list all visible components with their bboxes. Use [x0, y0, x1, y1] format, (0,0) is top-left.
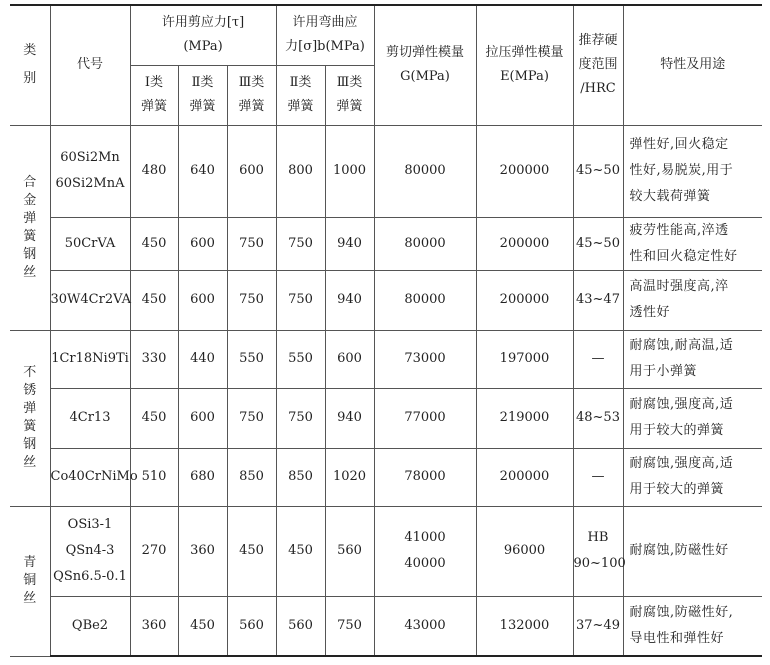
code-cell: QBe2 [50, 596, 130, 656]
hardness-cell: 43~47 [573, 270, 623, 330]
shear-class3-cell: 850 [227, 448, 276, 506]
bending-class2-cell: 750 [276, 270, 325, 330]
shear-class2-cell: 450 [178, 596, 227, 656]
properties-cell: 耐腐蚀,防磁性好, 导电性和弹性好 [623, 596, 762, 656]
bending-class2-cell: 550 [276, 330, 325, 388]
shear-class1-cell: 270 [130, 506, 178, 596]
shear-modulus-cell: 43000 [374, 596, 476, 656]
header-class2-spring: Ⅱ类 弹簧 [178, 65, 227, 125]
shear-class3-cell: 450 [227, 506, 276, 596]
shear-class2-cell: 360 [178, 506, 227, 596]
tensile-modulus-cell: 200000 [476, 125, 573, 217]
code-cell: 1Cr18Ni9Ti [50, 330, 130, 388]
shear-class1-cell: 360 [130, 596, 178, 656]
shear-class2-cell: 600 [178, 388, 227, 448]
shear-class1-cell: 450 [130, 217, 178, 270]
code-cell: 4Cr13 [50, 388, 130, 448]
spring-material-table [10, 4, 762, 657]
header-properties: 特性及用途 [623, 5, 762, 125]
table-row [10, 217, 762, 270]
table-row [10, 125, 762, 217]
properties-cell: 耐腐蚀,耐高温,适 用于小弹簧 [623, 330, 762, 388]
table-row [10, 506, 762, 596]
bending-class2-cell: 750 [276, 388, 325, 448]
header-hardness: 推荐硬 度范围 /HRC [573, 5, 623, 125]
bending-class3-cell: 940 [325, 270, 374, 330]
header-tensile-modulus: 拉压弹性模量 E(MPa) [476, 5, 573, 125]
shear-modulus-cell: 41000 40000 [374, 506, 476, 596]
shear-modulus-cell: 78000 [374, 448, 476, 506]
shear-class3-cell: 750 [227, 388, 276, 448]
properties-cell: 疲劳性能高,淬透 性和回火稳定性好 [623, 217, 762, 270]
hardness-cell: — [573, 448, 623, 506]
header-shear-stress: 许用剪应力[τ] (MPa) [130, 5, 276, 65]
bending-class3-cell: 1000 [325, 125, 374, 217]
table-row [10, 596, 762, 656]
header-bending-stress: 许用弯曲应 力[σ]b(MPa) [276, 5, 374, 65]
tensile-modulus-cell: 200000 [476, 217, 573, 270]
hardness-cell: — [573, 330, 623, 388]
bending-class2-cell: 850 [276, 448, 325, 506]
table-body [10, 125, 762, 656]
bending-class2-cell: 800 [276, 125, 325, 217]
spring-steel-table-container [10, 4, 762, 657]
tensile-modulus-cell: 132000 [476, 596, 573, 656]
shear-class2-cell: 600 [178, 217, 227, 270]
shear-class2-cell: 640 [178, 125, 227, 217]
table-row [10, 270, 762, 330]
category-cell: 合 金 弹 簧 钢 丝 [10, 125, 50, 330]
code-cell: OSi3-1 QSn4-3 QSn6.5-0.1 [50, 506, 130, 596]
bending-class3-cell: 750 [325, 596, 374, 656]
properties-cell: 高温时强度高,淬 透性好 [623, 270, 762, 330]
bending-class3-cell: 940 [325, 388, 374, 448]
header-class1-spring: Ⅰ类 弹簧 [130, 65, 178, 125]
properties-cell: 弹性好,回火稳定 性好,易脱炭,用于 较大载荷弹簧 [623, 125, 762, 217]
hardness-cell: HB 90~100 [573, 506, 623, 596]
category-cell: 青 铜 丝 [10, 506, 50, 656]
hardness-cell: 45~50 [573, 217, 623, 270]
shear-class3-cell: 600 [227, 125, 276, 217]
bending-class3-cell: 560 [325, 506, 374, 596]
shear-modulus-cell: 73000 [374, 330, 476, 388]
shear-modulus-cell: 77000 [374, 388, 476, 448]
tensile-modulus-cell: 219000 [476, 388, 573, 448]
shear-class3-cell: 560 [227, 596, 276, 656]
shear-class1-cell: 330 [130, 330, 178, 388]
bending-class2-cell: 450 [276, 506, 325, 596]
tensile-modulus-cell: 200000 [476, 448, 573, 506]
header-category: 类 别 [10, 5, 50, 125]
table-row [10, 330, 762, 388]
hardness-cell: 48~53 [573, 388, 623, 448]
shear-modulus-cell: 80000 [374, 270, 476, 330]
code-cell: 50CrVA [50, 217, 130, 270]
shear-modulus-cell: 80000 [374, 125, 476, 217]
properties-cell: 耐腐蚀,强度高,适 用于较大的弹簧 [623, 388, 762, 448]
bending-class2-cell: 560 [276, 596, 325, 656]
bending-class3-cell: 940 [325, 217, 374, 270]
tensile-modulus-cell: 200000 [476, 270, 573, 330]
tensile-modulus-cell: 197000 [476, 330, 573, 388]
header-code: 代号 [50, 5, 130, 125]
shear-class2-cell: 680 [178, 448, 227, 506]
header-bending-class2-spring: Ⅱ类 弹簧 [276, 65, 325, 125]
shear-class2-cell: 600 [178, 270, 227, 330]
header-bending-class3-spring: Ⅲ类 弹簧 [325, 65, 374, 125]
shear-class1-cell: 450 [130, 388, 178, 448]
bending-class3-cell: 1020 [325, 448, 374, 506]
hardness-cell: 37~49 [573, 596, 623, 656]
bending-class2-cell: 750 [276, 217, 325, 270]
bending-class3-cell: 600 [325, 330, 374, 388]
shear-class1-cell: 450 [130, 270, 178, 330]
header-class3-spring: Ⅲ类 弹簧 [227, 65, 276, 125]
properties-cell: 耐腐蚀,强度高,适 用于较大的弹簧 [623, 448, 762, 506]
shear-class3-cell: 750 [227, 217, 276, 270]
table-row [10, 448, 762, 506]
tensile-modulus-cell: 96000 [476, 506, 573, 596]
shear-class3-cell: 550 [227, 330, 276, 388]
code-cell: Co40CrNiMo [50, 448, 130, 506]
shear-class2-cell: 440 [178, 330, 227, 388]
shear-class1-cell: 510 [130, 448, 178, 506]
header-shear-modulus: 剪切弹性模量 G(MPa) [374, 5, 476, 125]
shear-modulus-cell: 80000 [374, 217, 476, 270]
properties-cell: 耐腐蚀,防磁性好 [623, 506, 762, 596]
table-row [10, 388, 762, 448]
code-cell: 60Si2Mn 60Si2MnA [50, 125, 130, 217]
shear-class1-cell: 480 [130, 125, 178, 217]
shear-class3-cell: 750 [227, 270, 276, 330]
hardness-cell: 45~50 [573, 125, 623, 217]
code-cell: 30W4Cr2VA [50, 270, 130, 330]
category-cell: 不 锈 弹 簧 钢 丝 [10, 330, 50, 506]
